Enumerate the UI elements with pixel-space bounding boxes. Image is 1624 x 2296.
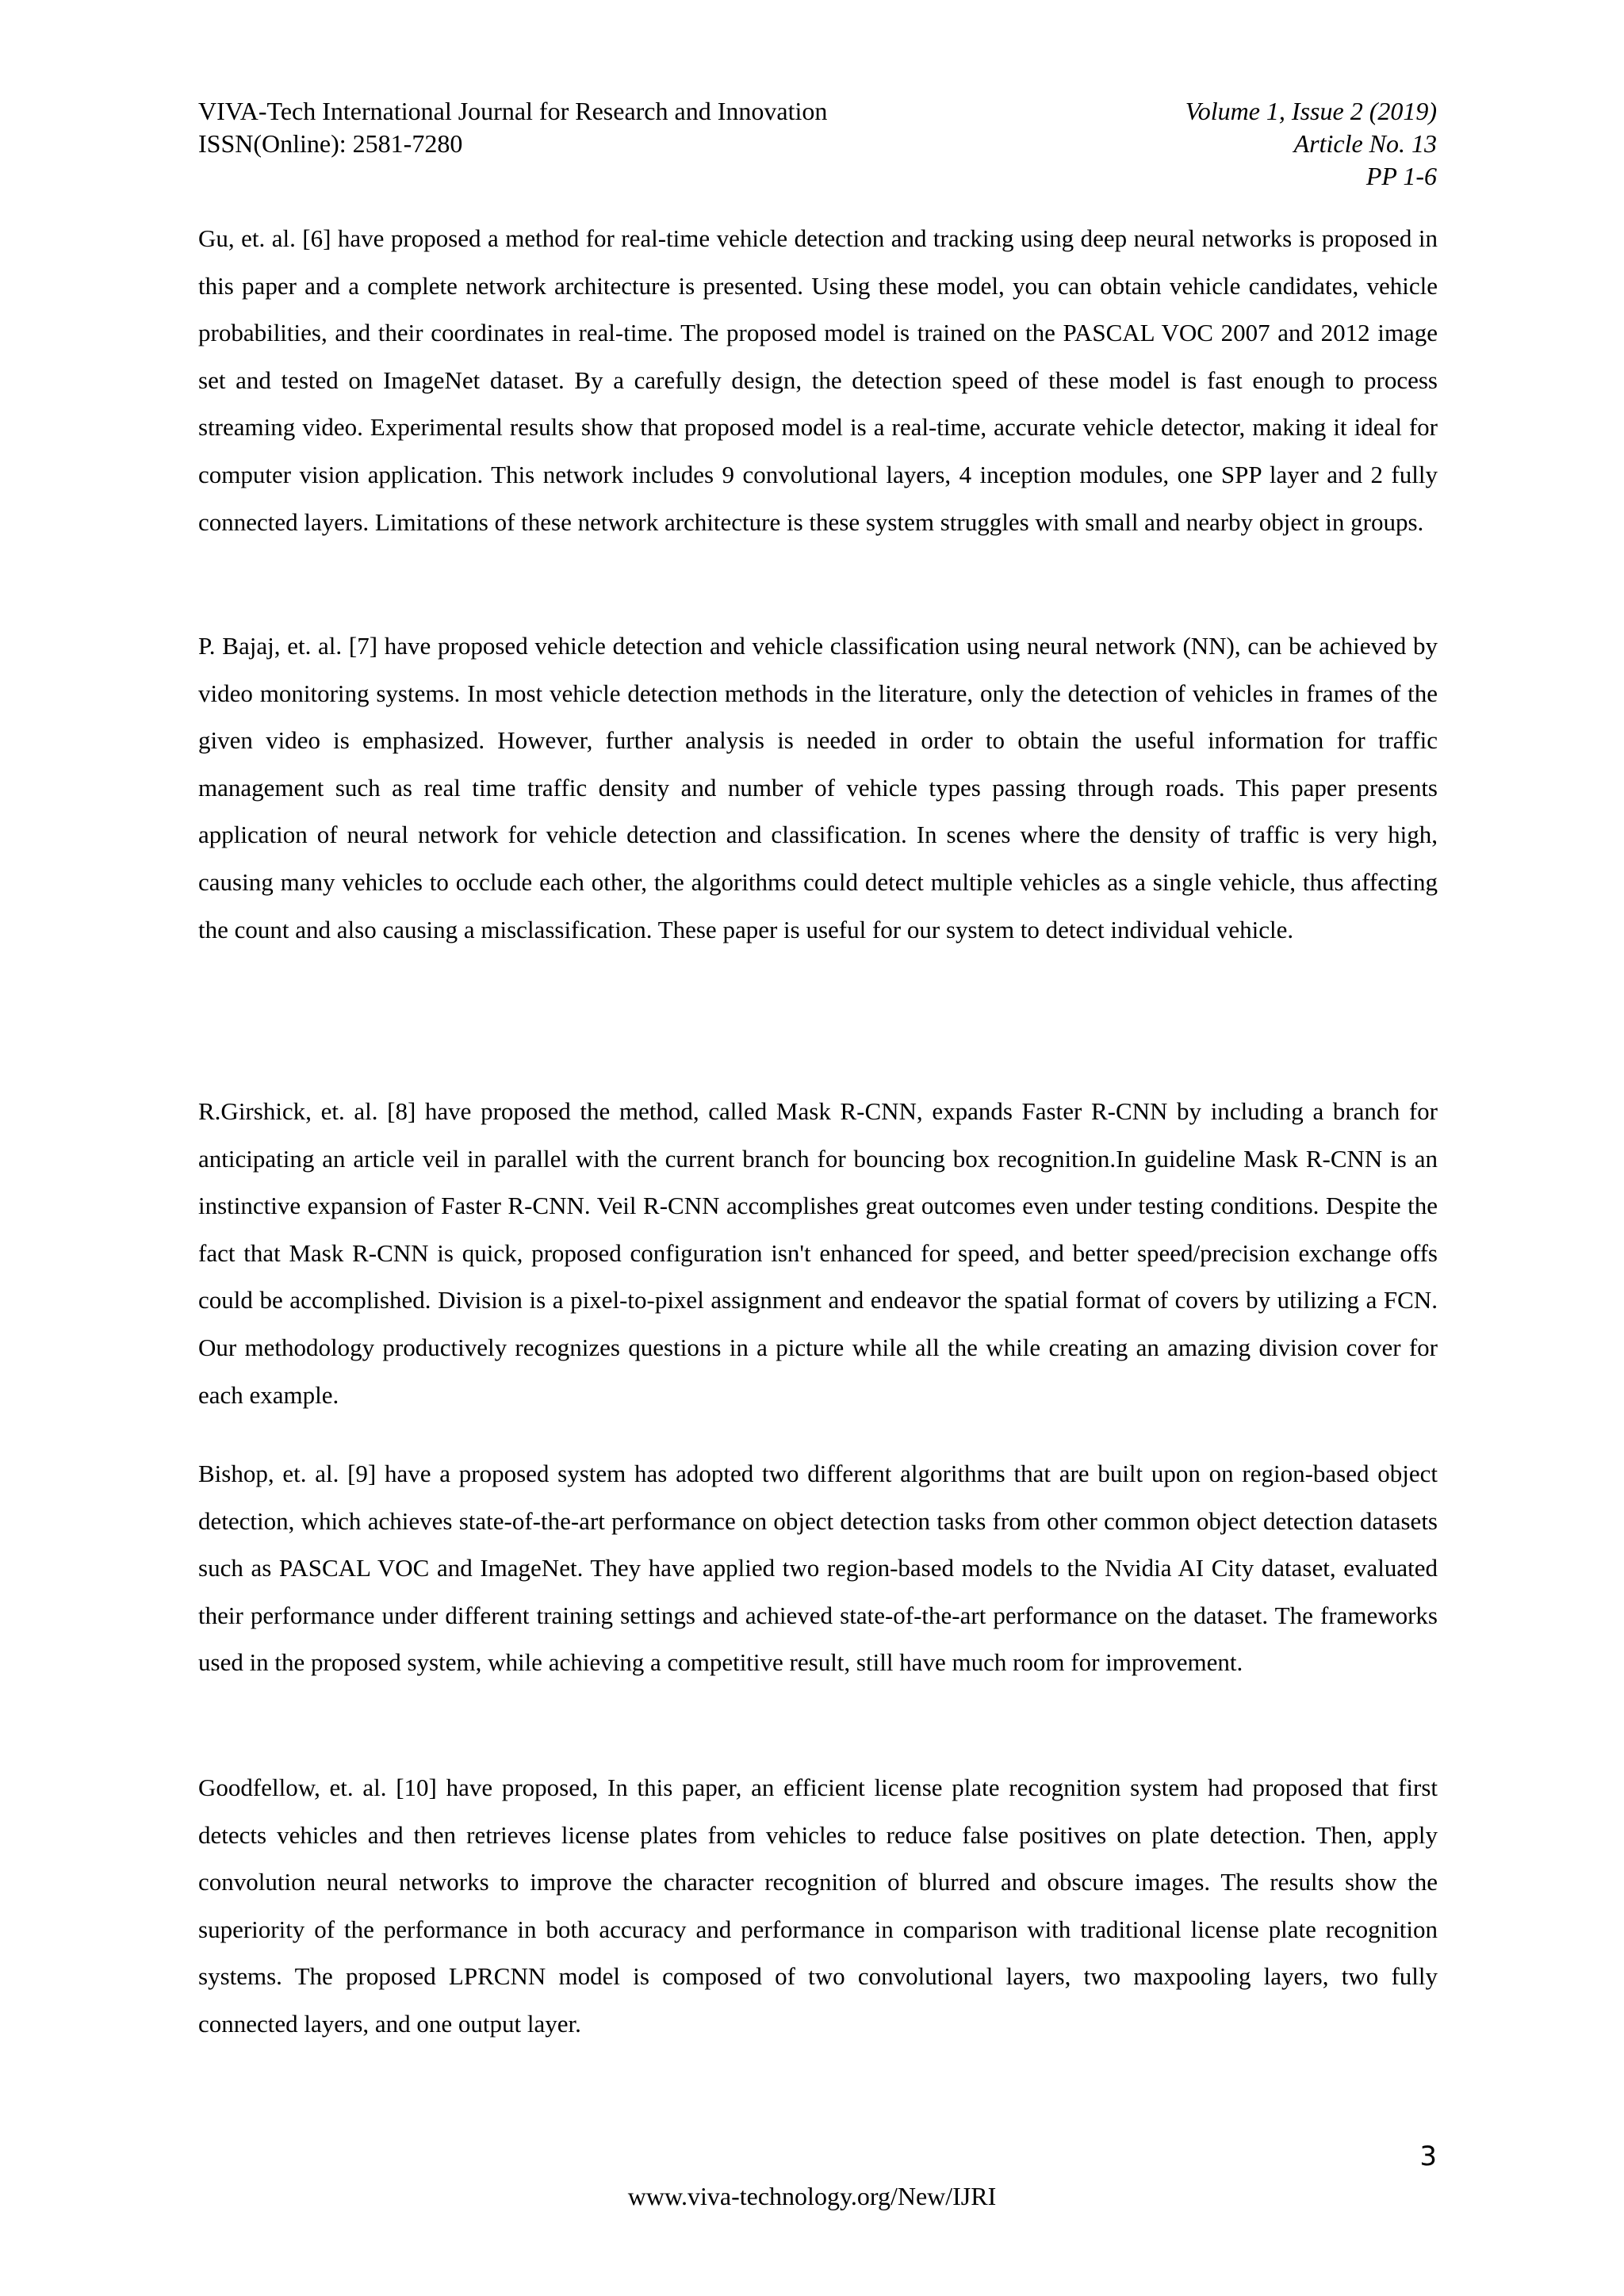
article-number: Article No. 13: [1293, 129, 1437, 158]
paragraph-bishop: Bishop, et. al. [9] have a proposed system has adopted two different algorithms that are built upon on region-based object detection, which achieves state-of-the-art performance on object detection tasks from other common object detection datasets such as PASCAL VOC and ImageNet. They have applied two region-based models to the Nvidia AI City dataset, evaluated their performance under different training settings and achieved state-of-the-art performance on the dataset. The frameworks used in the proposed system, while achieving a competitive result, still have much room for improvement.: [198, 1460, 1438, 1677]
journal-title: VIVA-Tech International Journal for Research and Innovation: [198, 97, 828, 125]
footer-url: www.viva-technology.org/New/IJRI: [627, 2182, 997, 2210]
paragraph-bajaj: P. Bajaj, et. al. [7] have proposed vehicle detection and vehicle classification using neural network (NN), can be achieved by video monitoring systems. In most vehicle detection methods in the literature, only the detection of vehicles in frames of the given video is emphasized. However, further analysis is needed in order to obtain the useful information for traffic management such as real time traffic density and number of vehicle types passing through roads. This paper presents application of neural network for vehicle detection and classification. In scenes where the density of traffic is very high, causing many vehicles to occlude each other, the algorithms could detect multiple vehicles as a single vehicle, thus affecting the count and also causing a misclassification. These paper is useful for our system to detect individual vehicle.: [198, 632, 1438, 943]
issn: ISSN(Online): 2581-7280: [198, 129, 463, 158]
volume-issue: Volume 1, Issue 2 (2019): [1185, 97, 1437, 125]
page-number: 3: [1419, 2141, 1437, 2172]
paragraph-girshick: R.Girshick, et. al. [8] have proposed the method, called Mask R-CNN, expands Faster R-CNN by including a branch for anticipating an article veil in parallel with the current branch for bouncing box recognition.In guideline Mask R-CNN is an instinctive expansion of Faster R-CNN. Veil R-CNN accomplishes great outcomes even under testing conditions. Despite the fact that Mask R-CNN is quick, proposed configuration isn't enhanced for speed, and better speed/precision exchange offs could be accomplished. Division is a pixel-to-pixel assignment and endeavor the spatial format of covers by utilizing a FCN. Our methodology productively recognizes questions in a picture while all the while creating an amazing division cover for each example.: [198, 1097, 1438, 1409]
page-range: PP 1-6: [1365, 162, 1437, 190]
paragraph-gu: Gu, et. al. [6] have proposed a method for real-time vehicle detection and tracking using deep neural networks is proposed in this paper and a complete network architecture is presented. Using these model, you can obtain vehicle candidates, vehicle probabilities, and their coordinates in real-time. The proposed model is trained on the PASCAL VOC 2007 and 2012 image set and tested on ImageNet dataset. By a carefully design, the detection speed of these model is fast enough to process streaming video. Experimental results show that proposed model is a real-time, accurate vehicle detector, making it ideal for computer vision application. This network includes 9 convolutional layers, 4 inception modules, one SPP layer and 2 fully connected layers. Limitations of these network architecture is these system struggles with small and nearby object in groups.: [198, 224, 1438, 536]
paragraph-goodfellow: Goodfellow, et. al. [10] have proposed, In this paper, an efficient license plate recognition system had proposed that first detects vehicles and then retrieves license plates from vehicles to reduce false positives on plate detection. Then, apply convolution neural networks to improve the character recognition of blurred and obscure images. The results show the superiority of the performance in both accuracy and performance in comparison with traditional license plate recognition systems. The proposed LPRCNN model is composed of two convolutional layers, two maxpooling layers, two fully connected layers, and one output layer.: [198, 1774, 1438, 2038]
